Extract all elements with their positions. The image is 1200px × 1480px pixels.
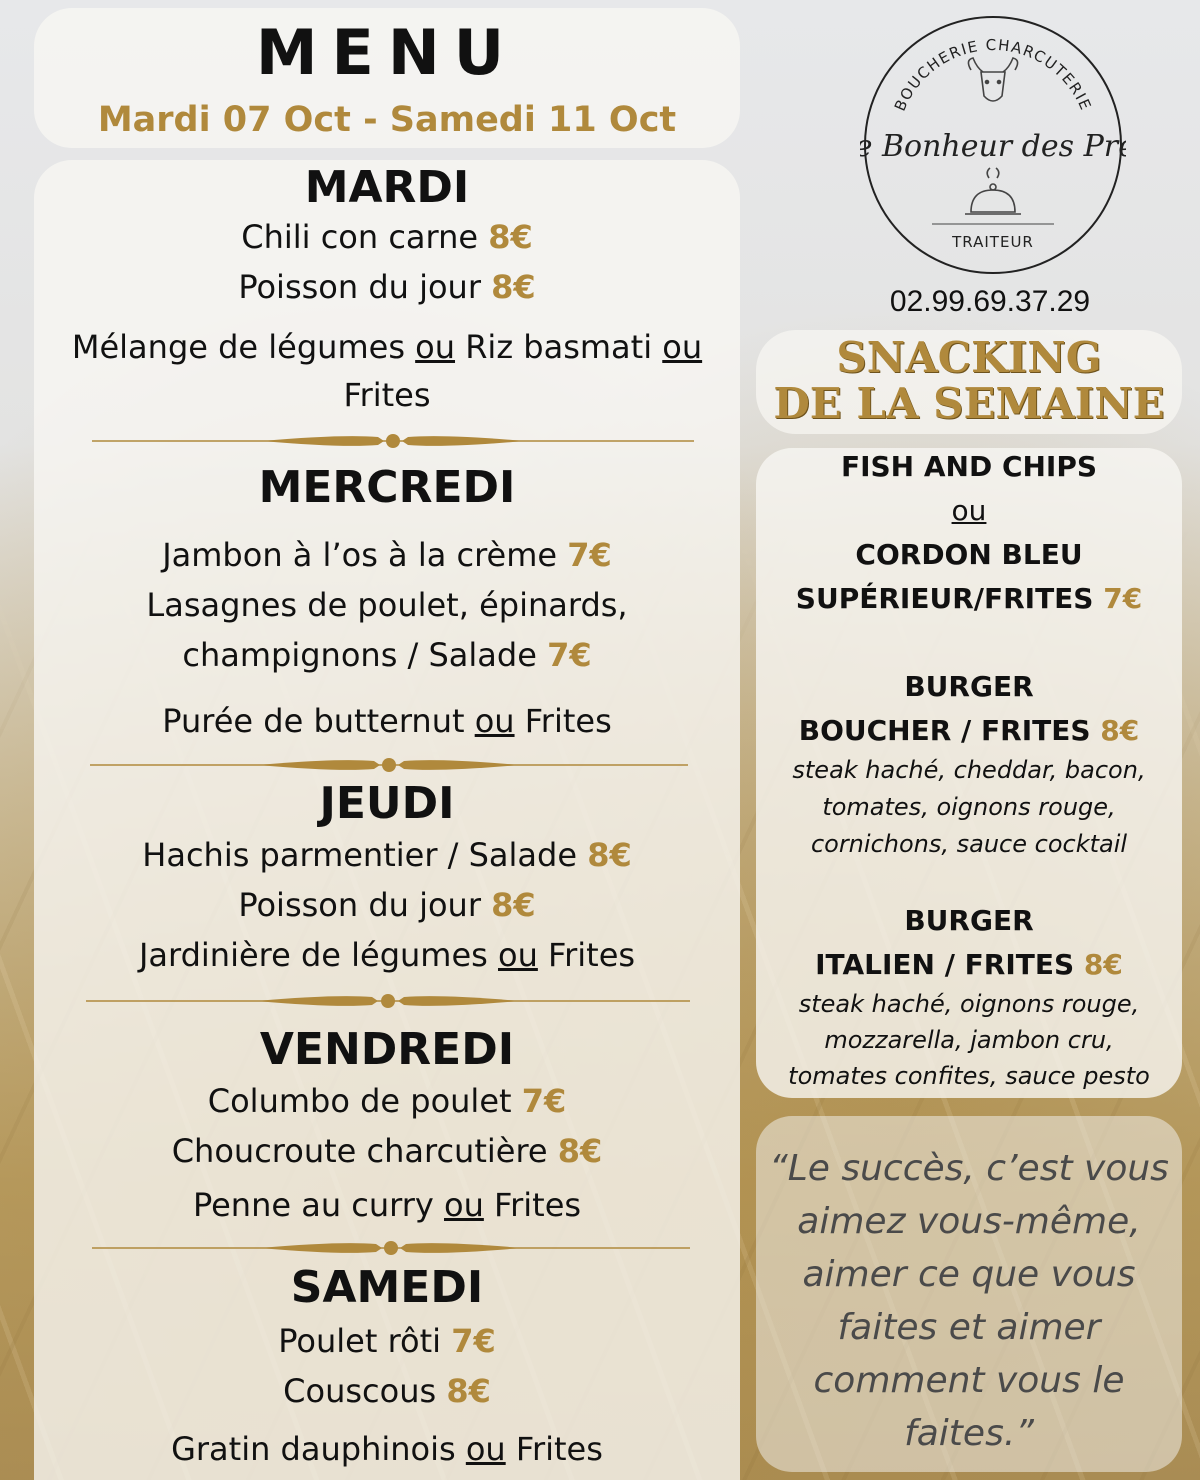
sides-line: [34, 936, 740, 974]
snacking-title-line2: DE LA SEMAINE: [773, 379, 1165, 428]
side-option: Jardinière de légumes: [138, 936, 498, 974]
logo-badge: [860, 12, 1126, 278]
day-title-mercredi: MERCREDI: [258, 462, 516, 513]
snack-item-burger-italien: BURGER: [904, 904, 1034, 937]
snack-item-fish: FISH AND CHIPS: [840, 450, 1098, 483]
dish-price: 8€: [491, 886, 536, 924]
dish-price: 8€: [557, 1132, 603, 1170]
side-option: Frites: [514, 702, 612, 740]
dish-price: 8€: [587, 836, 632, 874]
quote-line: comment vous le: [813, 1360, 1125, 1401]
dish-name: Poisson du jour: [238, 886, 492, 924]
or-word: ou: [951, 494, 987, 527]
day-title-jeudi: JEUDI: [319, 778, 455, 829]
snack-text: ITALIEN / FRITES: [815, 948, 1084, 981]
quote-panel: [756, 1116, 1182, 1472]
snack-item-cordon-line2: [756, 582, 1182, 615]
sides-line: Frites: [343, 376, 431, 414]
or-word: ou: [498, 936, 538, 974]
side-option: Frites: [505, 1430, 603, 1468]
logo-bottom-arc: TRAITEUR: [952, 233, 1034, 251]
side-option: Mélange de légumes: [71, 328, 416, 366]
dish-price: 7€: [567, 536, 612, 574]
dish-line: [34, 1372, 740, 1410]
dish-line: [34, 1082, 740, 1120]
quote-line: aimer ce que vous: [802, 1254, 1136, 1295]
days-panel: [34, 160, 740, 1480]
snacking-title-line1: SNACKING: [836, 333, 1102, 382]
dish-price: 8€: [491, 268, 536, 306]
day-title-vendredi: VENDREDI: [259, 1024, 515, 1075]
dish-line: [34, 1322, 740, 1360]
snack-description: cornichons, sauce cocktail: [810, 830, 1128, 858]
dish-name: Poisson du jour: [238, 268, 492, 306]
snack-description: mozzarella, jambon cru,: [824, 1026, 1114, 1054]
snack-item-burger-boucher: BURGER: [904, 670, 1034, 703]
dish-name: Chili con carne: [241, 218, 489, 256]
or-word: ou: [465, 1430, 506, 1468]
quote-line: faites.”: [904, 1413, 1034, 1454]
phone-number[interactable]: 02.99.69.37.29: [889, 285, 1091, 318]
or-word: ou: [474, 702, 515, 740]
quote-line: faites et aimer: [837, 1307, 1101, 1348]
dish-name: Couscous: [283, 1372, 447, 1410]
side-option: Riz basmati: [455, 328, 663, 366]
snack-text: BOUCHER / FRITES: [798, 714, 1101, 747]
ornament-divider: [92, 430, 694, 452]
dish-name: Lasagnes de poulet, épinards,: [146, 586, 628, 624]
quote-text: [756, 1142, 1182, 1460]
logo-top-arc: BOUCHERIE CHARCUTERIE: [890, 35, 1096, 114]
snack-description: steak haché, oignons rouge,: [798, 990, 1140, 1018]
snack-description: steak haché, cheddar, bacon,: [792, 756, 1146, 784]
menu-dates: Mardi 07 Oct - Samedi 11 Oct: [97, 100, 677, 140]
logo-name: Bonheur des Pr: [881, 129, 1119, 164]
sides-line: [34, 1430, 740, 1468]
day-title-mardi: MARDI: [304, 162, 470, 213]
snack-price: 7€: [1103, 582, 1143, 615]
dish-price: 7€: [451, 1322, 496, 1360]
ornament-divider: [90, 754, 688, 776]
snacking-title-panel: [756, 330, 1182, 434]
side-option: Frites: [537, 936, 636, 974]
day-title-samedi: SAMEDI: [290, 1262, 484, 1313]
snack-text: SUPÉRIEUR/FRITES: [795, 582, 1104, 615]
dish-line: [34, 636, 740, 674]
dish-line: [34, 1132, 740, 1170]
cloche-icon: [965, 168, 1021, 214]
side-option: Purée de butternut: [162, 702, 475, 740]
side-option: Gratin dauphinois: [171, 1430, 466, 1468]
dish-line: [34, 268, 740, 306]
ornament-divider: [86, 990, 690, 1012]
svg-text:BOUCHERIE CHARCUTERIE: [891, 36, 1095, 114]
snack-item-cordon: CORDON BLEU: [855, 538, 1083, 571]
sides-line: [34, 328, 740, 366]
menu-header: [34, 8, 740, 148]
snack-price: 8€: [1100, 714, 1140, 747]
dish-price: 7€: [547, 636, 592, 674]
menu-title: MENU: [255, 16, 519, 89]
snack-item-burger-boucher-line2: [756, 714, 1182, 747]
dish-price: 7€: [521, 1082, 567, 1120]
snack-description: tomates confites, sauce pesto: [788, 1062, 1150, 1090]
quote-line: aimez vous-même,: [797, 1201, 1141, 1242]
snack-description: tomates, oignons rouge,: [822, 793, 1116, 821]
dish-name: Columbo de poulet: [207, 1082, 522, 1120]
dish-line: [34, 886, 740, 924]
or-word: ou: [415, 328, 456, 366]
ornament-divider: [92, 1237, 690, 1259]
dish-name: champignons / Salade: [182, 636, 548, 674]
quote-line: “Le succès, c’est vous: [769, 1148, 1169, 1189]
dish-line: [34, 836, 740, 874]
dish-name: Jambon à l’os à la crème: [162, 536, 568, 574]
dish-line: [34, 218, 740, 256]
or-word: ou: [444, 1186, 484, 1224]
snacking-panel: [756, 448, 1182, 1098]
side-option: Penne au curry: [192, 1186, 444, 1224]
dish-name: Hachis parmentier / Salade: [142, 836, 588, 874]
sides-line: [34, 1186, 740, 1224]
dish-line: [34, 586, 740, 624]
dish-price: 8€: [446, 1372, 491, 1410]
or-word: ou: [662, 328, 703, 366]
dish-name: Choucroute charcutière: [171, 1132, 558, 1170]
dish-price: 8€: [488, 218, 533, 256]
bull-head-icon: [968, 58, 1017, 101]
sides-line: [34, 702, 740, 740]
snack-price: 8€: [1083, 948, 1123, 981]
side-option: Frites: [483, 1186, 582, 1224]
dish-name: Poulet rôti: [278, 1322, 452, 1360]
dish-line: [34, 536, 740, 574]
snack-item-burger-italien-line2: [756, 948, 1182, 981]
